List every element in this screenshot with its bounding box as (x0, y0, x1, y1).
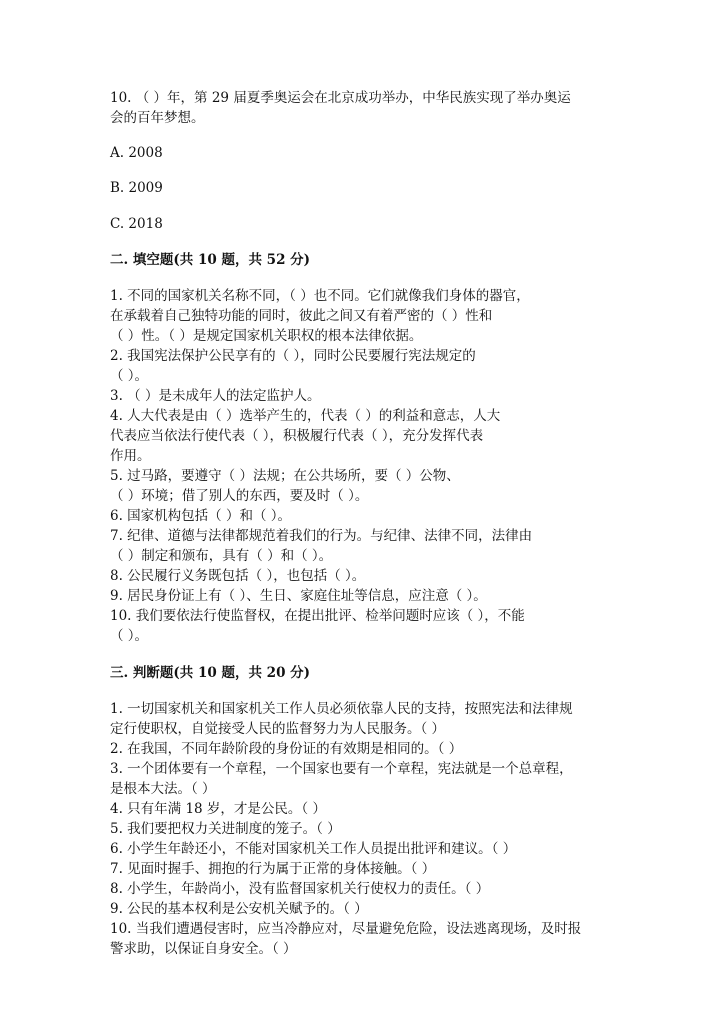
fill-line: 6. 国家机构包括（ ）和（ ）。 (110, 508, 292, 524)
judge-line: 警求助，以保证自身安全。（ ） (110, 941, 297, 957)
judge-line: 2. 在我国，不同年龄阶段的身份证的有效期是相同的。（ ） (110, 741, 463, 757)
section-3-heading: 三. 判断题(共 10 题，共 20 分) (110, 665, 311, 681)
judge-line: 6. 小学生年龄还小，不能对国家机关工作人员提出批评和建议。（ ） (110, 841, 517, 857)
fill-line: 在承载着自己独特功能的同时，彼此之间又有着严密的（ ）性和 (110, 308, 493, 324)
fill-line: 9. 居民身份证上有（ ）、生日、家庭住址等信息，应注意（ ）。 (110, 588, 487, 604)
fill-line: （ ）制定和颁布，具有（ ）和（ ）。 (110, 548, 333, 564)
judge-line: 1. 一切国家机关和国家机关工作人员必须依靠人民的支持，按照宪法和法律规 (110, 701, 573, 717)
fill-line: 1. 不同的国家机关名称不同，（ ）也不同。它们就像我们身体的器官， (110, 288, 530, 304)
option-a: A. 2008 (110, 145, 163, 161)
fill-line: 代表应当依法行使代表（ ），积极履行代表（ ），充分发挥代表 (110, 428, 484, 444)
fill-line: 7. 纪律、道德与法律都规范着我们的行为。与纪律、法律不同，法律由 (110, 528, 533, 544)
judge-line: 定行使职权，自觉接受人民的监督努力为人民服务。（ ） (110, 721, 446, 737)
judge-line: 10. 当我们遭遇侵害时，应当冷静应对，尽量避免危险，设法逃离现场，及时报 (110, 921, 582, 937)
judge-line: 5. 我们要把权力关进制度的笼子。（ ） (110, 821, 341, 837)
fill-line: 作用。 (110, 448, 151, 464)
judge-line: 4. 只有年满 18 岁，才是公民。（ ） (110, 801, 326, 817)
fill-line: （ ）。 (110, 628, 149, 644)
question-10-stem-line-2: 会的百年梦想。 (110, 110, 205, 126)
fill-line: （ ）环境；借了别人的东西，要及时（ ）。 (110, 488, 369, 504)
section-2-heading: 二. 填空题(共 10 题，共 52 分) (110, 252, 311, 268)
option-b: B. 2009 (110, 180, 163, 196)
judge-line: 9. 公民的基本权利是公安机关赋予的。（ ） (110, 901, 368, 917)
fill-line: 5. 过马路，要遵守（ ）法规；在公共场所，要（ ）公物、 (110, 468, 460, 484)
fill-line: （ ）。 (110, 368, 149, 384)
judge-line: 是根本大法。（ ） (110, 781, 216, 797)
fill-line: 3. （ ）是未成年人的法定监护人。 (110, 388, 321, 404)
judge-line: 3. 一个团体要有一个章程，一个国家也要有一个章程，宪法就是一个总章程， (110, 761, 573, 777)
fill-line: 8. 公民履行义务既包括（ ），也包括（ ）。 (110, 568, 366, 584)
judge-line: 7. 见面时握手、拥抱的行为属于正常的身体接触。（ ） (110, 861, 436, 877)
fill-line: 10. 我们要依法行使监督权，在提出批评、检举问题时应该（ ），不能 (110, 608, 525, 624)
fill-line: 2. 我国宪法保护公民享有的（ ），同时公民要履行宪法规定的 (110, 348, 476, 364)
option-c: C. 2018 (110, 216, 163, 232)
question-10-stem-line-1: 10. （ ）年，第 29 届夏季奥运会在北京成功举办，中华民族实现了举办奥运 (110, 90, 571, 106)
fill-line: （ ）性。（ ）是规定国家机关职权的根本法律依据。 (110, 328, 423, 344)
fill-line: 4. 人大代表是由（ ）选举产生的，代表（ ）的利益和意志，人大 (110, 408, 501, 424)
judge-line: 8. 小学生，年龄尚小，没有监督国家机关行使权力的责任。（ ） (110, 881, 490, 897)
